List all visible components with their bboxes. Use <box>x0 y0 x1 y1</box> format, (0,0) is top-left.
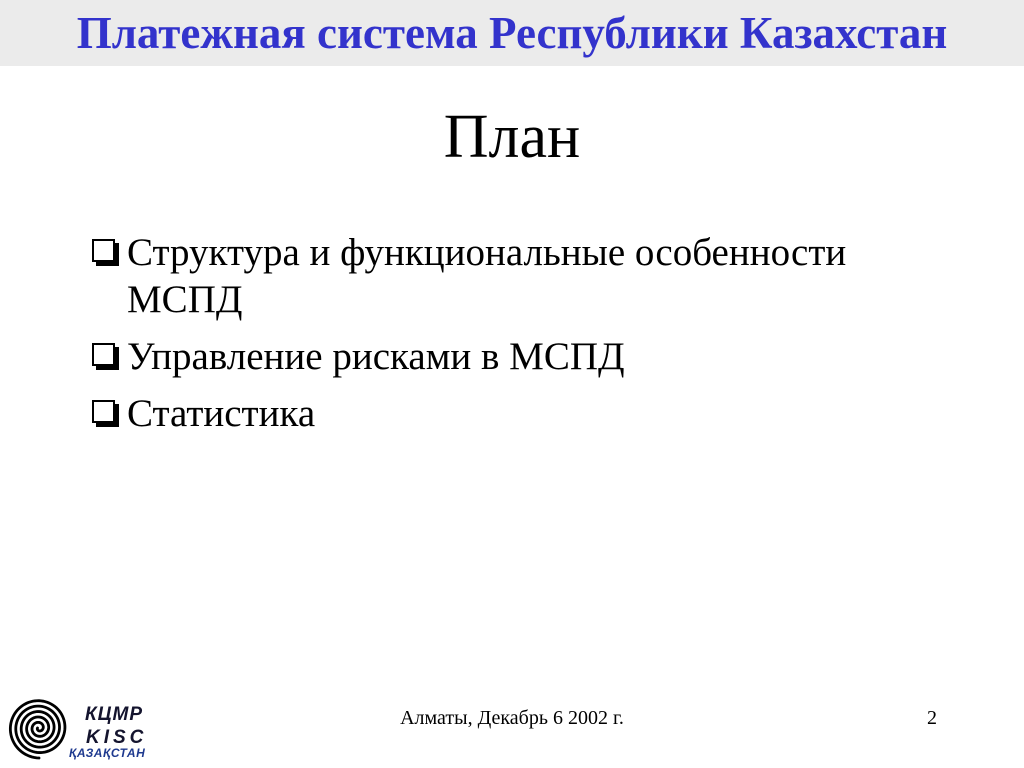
shadowed-square-icon <box>92 343 115 366</box>
header-title: Платежная система Республики Казахстан <box>76 8 948 58</box>
bullet-text: Структура и функциональные особенности МСПД <box>127 231 847 321</box>
bullet-text: Управление рисками в МСПД <box>127 335 625 378</box>
bullet-marker <box>89 390 127 437</box>
bullet-text: Статистика <box>127 392 316 435</box>
page-number: 2 <box>927 707 937 729</box>
shadowed-square-icon <box>92 239 115 262</box>
bullet-item <box>89 229 917 323</box>
logo-text-kisc: KISC <box>86 727 148 748</box>
bullet-item <box>89 333 917 380</box>
bullet-marker <box>89 229 127 276</box>
bullet-item <box>89 390 917 437</box>
shadowed-square-icon <box>92 400 115 423</box>
bullet-list <box>89 229 917 447</box>
logo-text-kazakhstan: ҚАЗАҚСТАН <box>69 746 146 760</box>
slide-title: План <box>443 103 581 171</box>
logo-text-kcmr: КЦМР <box>85 704 144 725</box>
header-band <box>0 0 1024 66</box>
bullet-marker <box>89 333 127 380</box>
footer-location-date: Алматы, Декабрь 6 2002 г. <box>400 707 624 729</box>
